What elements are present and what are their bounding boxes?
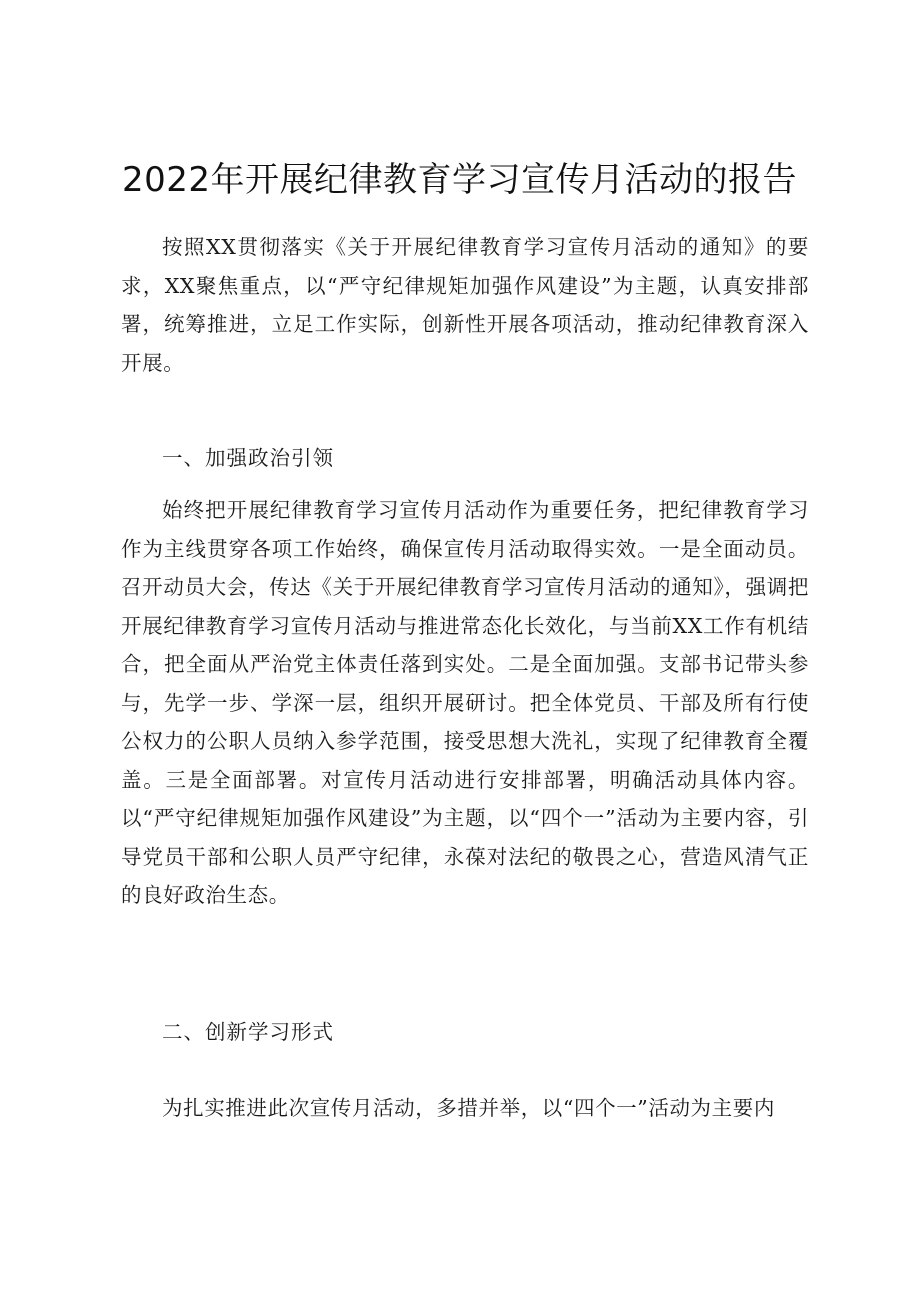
section-heading-1: 一、加强政治引领 [162,446,334,470]
section-1-paragraph: 始终把开展纪律教育学习宣传月活动作为重要任务，把纪律教育学习作为主线贯穿各项工作始终，确保宣传月活动取得实效。一是全面动员。召开动员大会，传达《关于开展纪律教育学习宣传月活动的通知》，强调把开展纪律教育学习宣传月活动与推进常态化长效化，与当前XX工作有机结合，把全面从严治党主体责任落到实处。二是全面加强。支部书记带头参与，先学一步、学深一层，组织开展研讨。把全体党员、干部及所有行使公权力的公职人员纳入参学范围，接受思想大洗礼，实现了纪律教育全覆盖。三是全面部署。对宣传月活动进行安排部署，明确活动具体内容。以“严守纪律规矩加强作风建设”为主题，以“四个一”活动为主要内容，引导党员干部和公职人员严守纪律，永葆对法纪的敬畏之心，营造风清气正的良好政治生态。 [121,498,809,907]
section-2-paragraph: 为扎实推进此次宣传月活动，多措并举，以“四个一”活动为主要内 [162,1096,775,1120]
document-title: 2022年开展纪律教育学习宣传月活动的报告 [122,160,798,200]
intro-paragraph: 按照XX贯彻落实《关于开展纪律教育学习宣传月活动的通知》的要求，XX聚焦重点，以“严守纪律规矩加强作风建设”为主题，认真安排部署，统筹推进，立足工作实际，创新性开展各项活动，推动纪律教育深入开展。 [121,235,809,375]
section-heading-2: 二、创新学习形式 [162,1020,334,1044]
